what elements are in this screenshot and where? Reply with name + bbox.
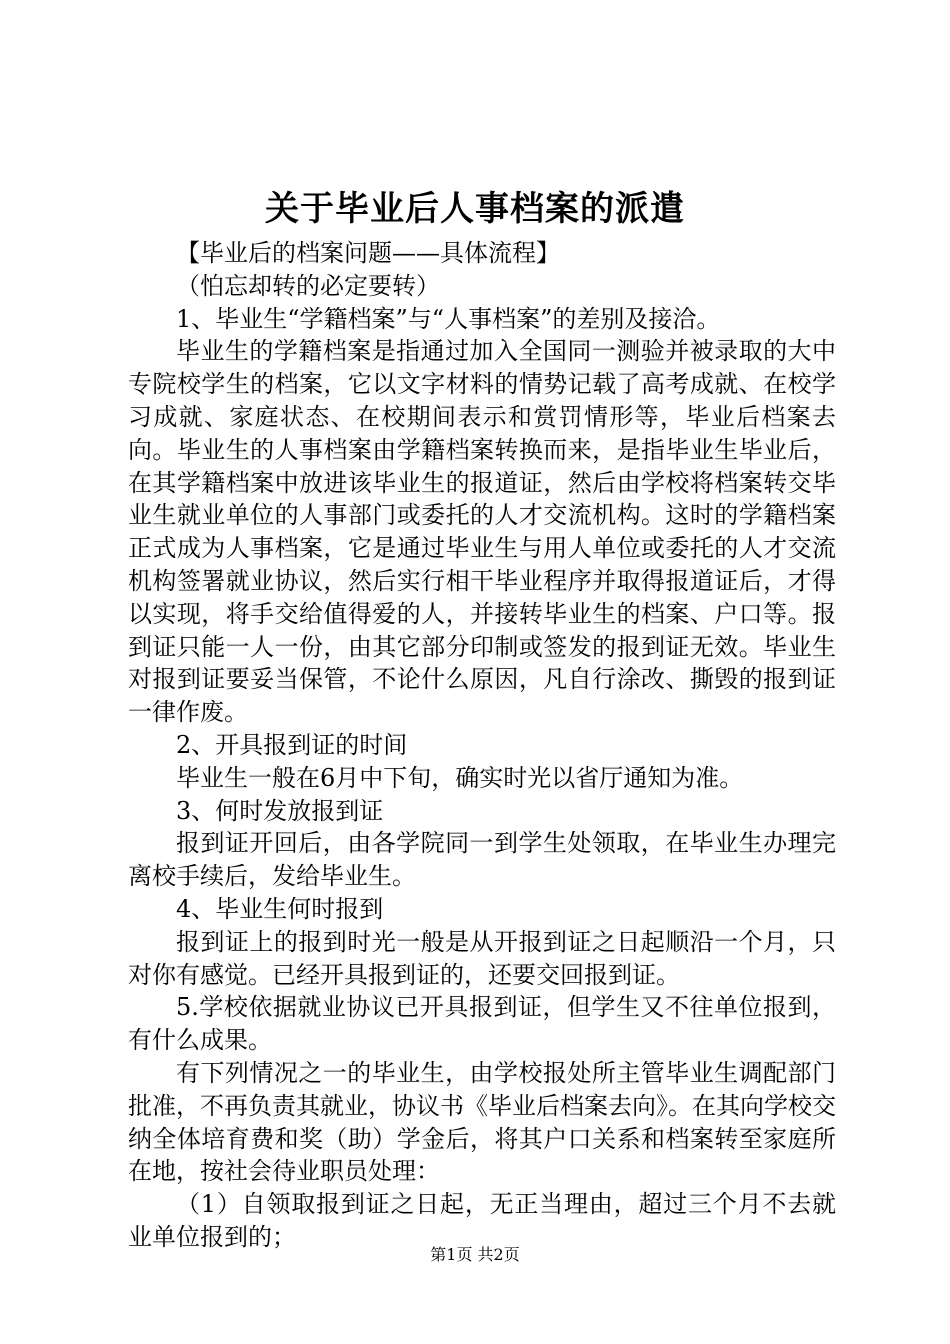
paragraph-body-5: 有下列情况之一的毕业生，由学校报处所主管毕业生调配部门批准，不再负责其就业，协议书《毕业后档案去向》。在其向学校交纳全体培育费和奖（助）学金后，将其户口关系和档案转至家庭所在地，按社会待业职员处理： bbox=[128, 1058, 836, 1186]
paragraph-body-3: 报到证开回后，由各学院同一到学生处领取，在毕业生办理完离校手续后，发给毕业生。 bbox=[128, 829, 836, 891]
paragraph-heading-2: 2、开具报到证的时间 bbox=[176, 730, 408, 759]
paragraph-heading-1: 1、毕业生“学籍档案”与“人事档案”的差别及接洽。 bbox=[176, 304, 721, 333]
paragraph-note: （怕忘却转的必定要转） bbox=[176, 271, 440, 300]
paragraph-heading-5: 5.学校依据就业协议已开具报到证，但学生又不往单位报到，有什么成果。 bbox=[128, 993, 836, 1055]
paragraph-list-item-1: （1）自领取报到证之日起，无正当理由，超过三个月不去就业单位报到的； bbox=[128, 1190, 836, 1251]
document-title: 关于毕业后人事档案的派遣 bbox=[265, 189, 685, 229]
paragraph-body-2: 毕业生一般在6月中下旬，确实时光以省厅通知为准。 bbox=[176, 763, 744, 792]
paragraph-body-4: 报到证上的报到时光一般是从开报到证之日起顺沿一个月，只对你有感觉。已经开具报到证的，还要交回报到证。 bbox=[128, 927, 836, 989]
document-body bbox=[128, 237, 836, 1254]
paragraph-section-header: 【毕业后的档案问题——具体流程】 bbox=[176, 239, 560, 267]
paragraph-body-1: 毕业生的学籍档案是指通过加入全国同一测验并被录取的大中专院校学生的档案，它以文字材料的情势记载了高考成就、在校学习成就、家庭状态、在校期间表示和赏罚情形等，毕业后档案去向。毕业生的人事档案由学籍档案转换而来，是指毕业生毕业后，在其学籍档案中放进该毕业生的报道证，然后由学校将档案转交毕业生就业单位的人事部门或委托的人才交流机构。这时的学籍档案正式成为人事档案，它是通过毕业生与用人单位或委托的人才交流机构签署就业协议，然后实行相干毕业程序并取得报道证后，才得以实现，将手交给值得爱的人，并接转毕业生的档案、户口等。报到证只能一人一份，由其它部分印制或签发的报到证无效。毕业生对报到证要妥当保管，不论什么原因，凡自行涂改、撕毁的报到证一律作废。 bbox=[128, 337, 836, 727]
paragraph-heading-4: 4、毕业生何时报到 bbox=[176, 894, 384, 923]
page-footer: 第1页 共2页 bbox=[430, 1245, 520, 1264]
paragraph-heading-3: 3、何时发放报到证 bbox=[176, 796, 384, 825]
